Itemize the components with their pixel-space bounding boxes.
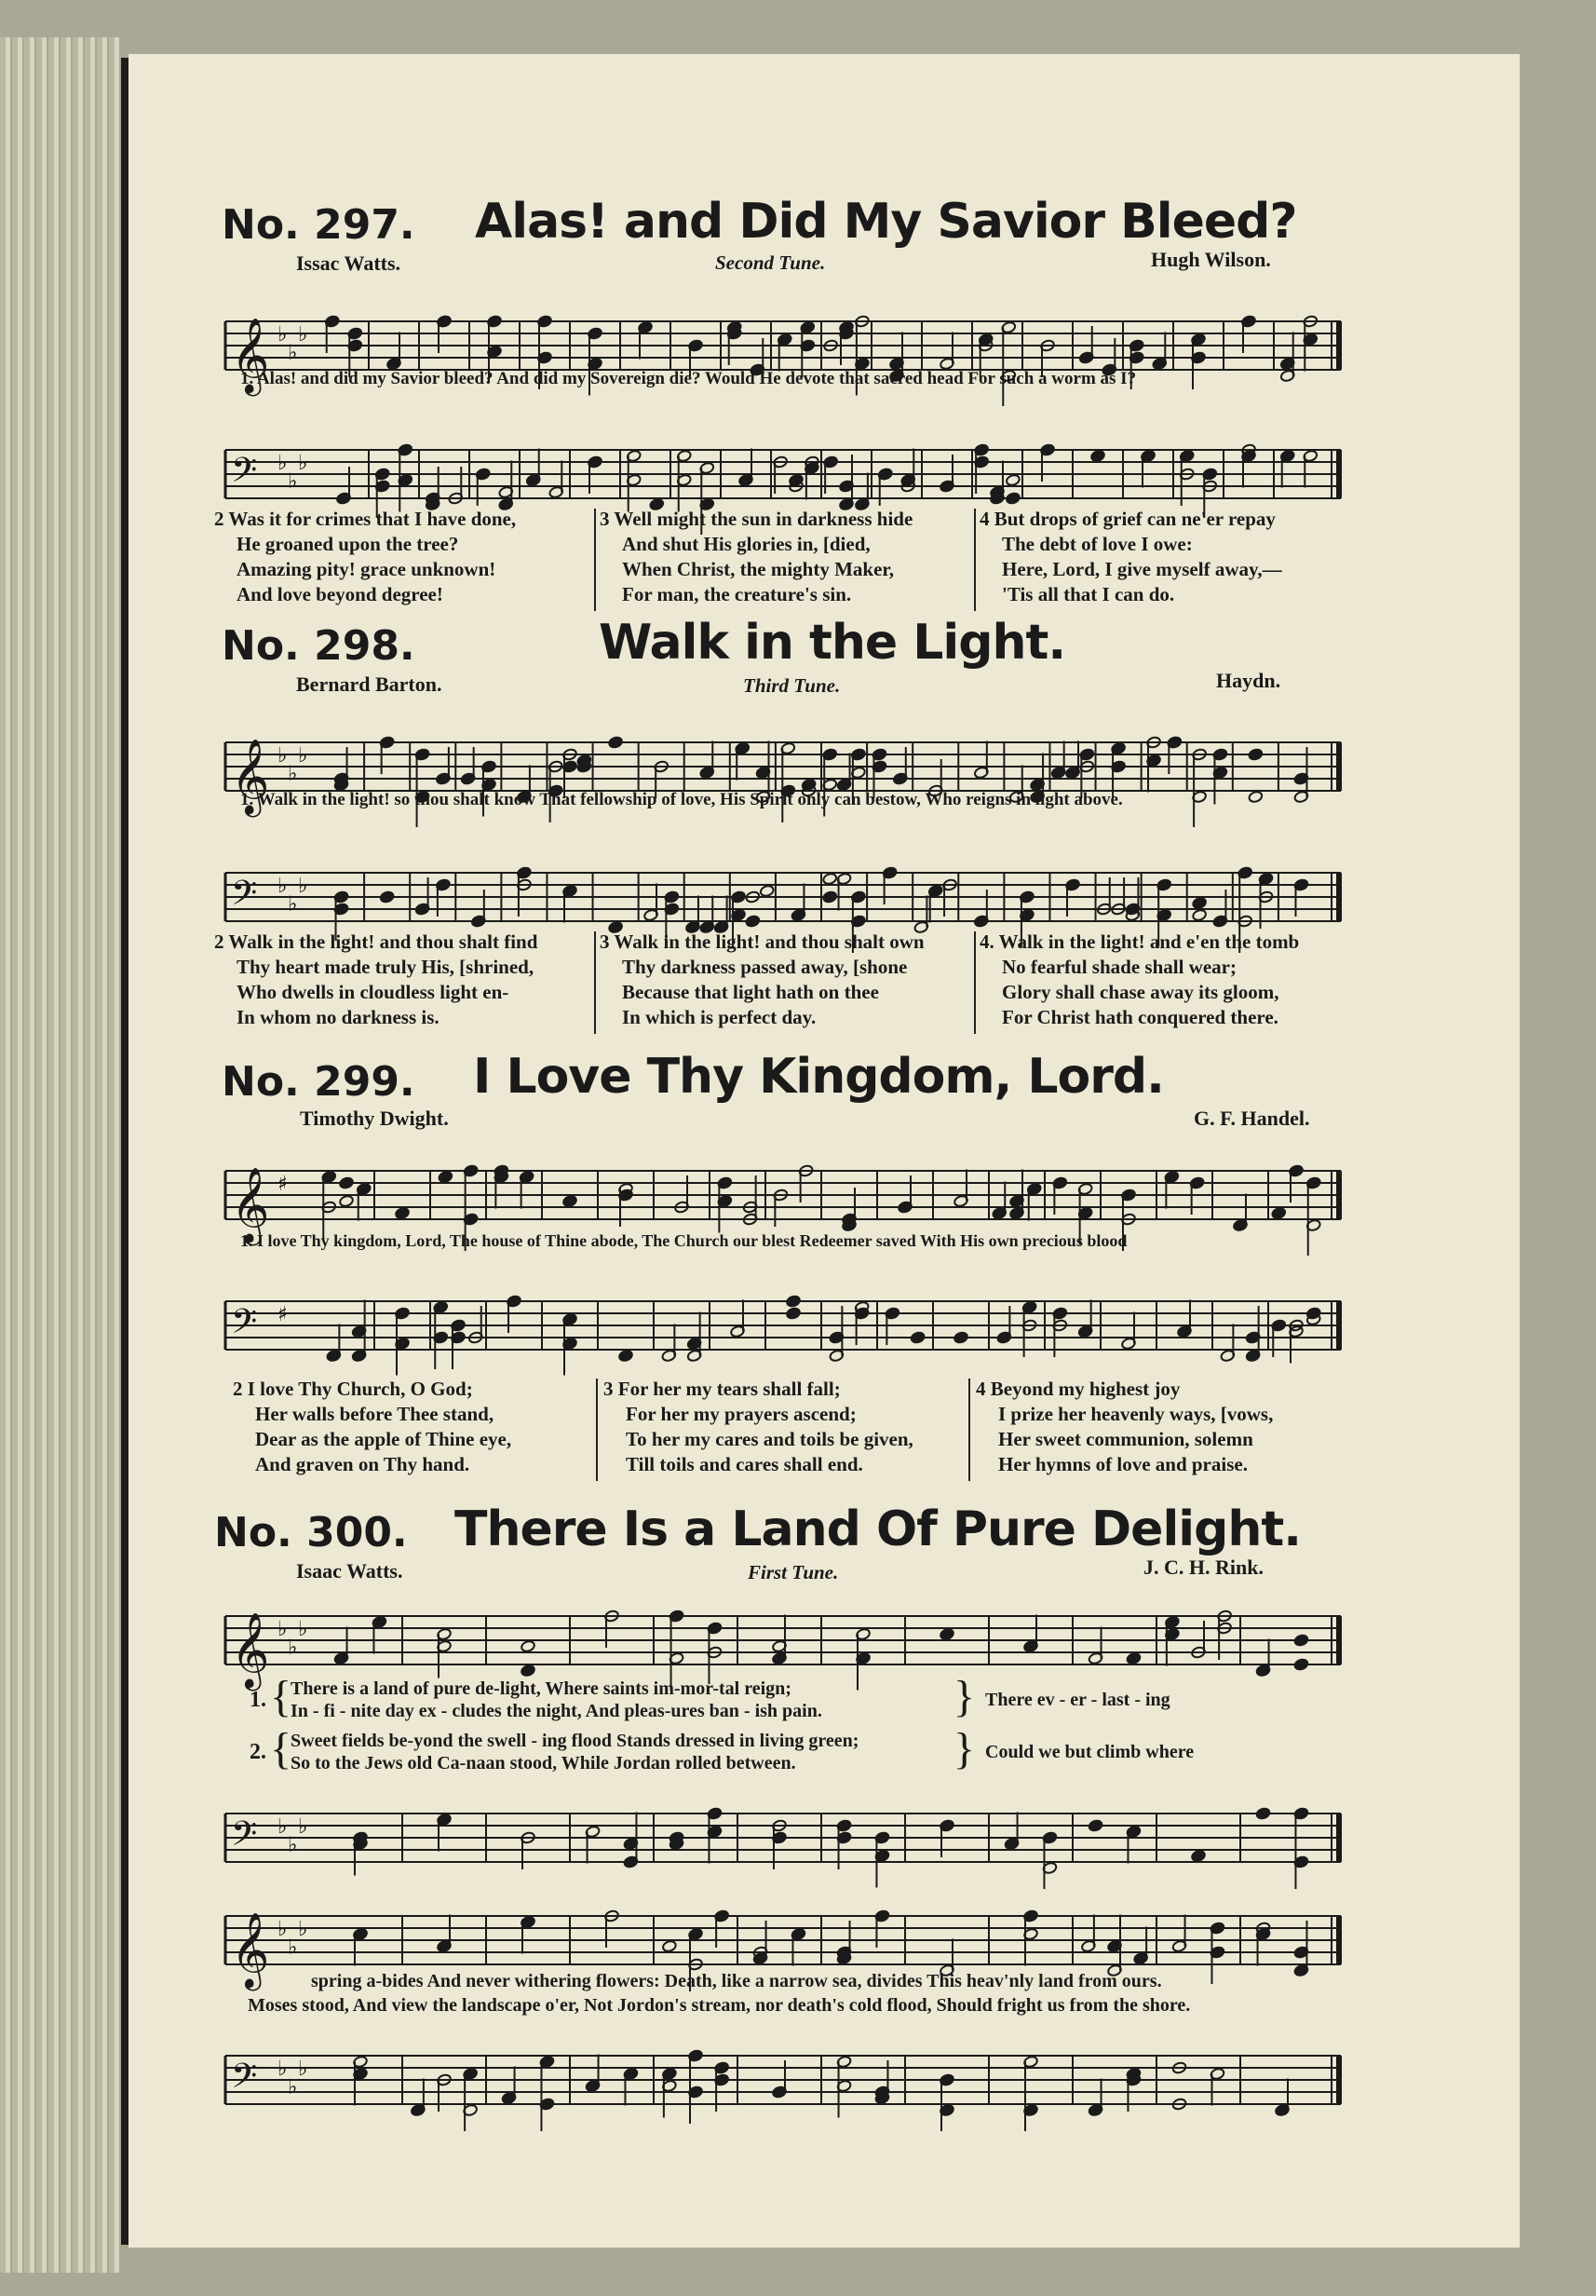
lyric-line: There is a land of pure de-light, Where saints im-mor-tal reign; <box>291 1678 791 1699</box>
svg-text:♭: ♭ <box>298 1815 308 1839</box>
hymn-lyric-line: 1. Alas! and did my Savior bleed? And did my Sovereign die? Would He devote that sacred head For such a worm as I? <box>240 369 1137 388</box>
svg-text:♭: ♭ <box>288 762 298 786</box>
verse-2: 2 Was it for crimes that I have done, He groaned upon the tree? Amazing pity! grace unknown! And love beyond degree! <box>214 508 517 605</box>
hymn-number: No. 299. <box>222 1058 415 1106</box>
svg-text:♭: ♭ <box>288 1636 298 1660</box>
svg-text:♭: ♭ <box>277 2058 288 2081</box>
hymn-author: Bernard Barton. <box>296 672 442 696</box>
page-stack-edge <box>0 37 121 2273</box>
hymn-title: I Love Thy Kingdom, Lord. <box>473 1049 1164 1105</box>
hymn-tune: Second Tune. <box>715 251 826 274</box>
verse-3: 3 Well might the sun in darkness hide And shut His glories in, [died, When Christ, the mighty Maker, For man, the creature's sin. <box>600 508 913 605</box>
hymn-composer: J. C. H. Rink. <box>1143 1556 1264 1579</box>
hymn-tune: First Tune. <box>748 1561 839 1583</box>
svg-text:♭: ♭ <box>288 2075 298 2099</box>
hymn-composer: G. F. Handel. <box>1194 1107 1310 1130</box>
music-staff-bass <box>216 1265 1346 1386</box>
svg-text:𝄢: 𝄢 <box>231 1302 258 1350</box>
music-staff-bass <box>216 1787 1346 1889</box>
svg-text:𝄢: 𝄢 <box>231 451 258 498</box>
svg-text:♭: ♭ <box>298 875 308 898</box>
hymn-verses <box>214 930 1359 1041</box>
hymn-verses <box>233 1377 1369 1488</box>
verse-3: 3 For her my tears shall fall; For her my prayers ascend; To her my cares and toils be given, Till toils and cares shall end. <box>603 1378 913 1475</box>
hymn-number: No. 298. <box>222 622 415 670</box>
lyric-line: There ev - er - last - ing <box>985 1690 1170 1710</box>
hymn-title: Alas! and Did My Savior Bleed? <box>475 194 1297 250</box>
lyric-line: So to the Jews old Ca-naan stood, While Jordan rolled between. <box>291 1753 796 1773</box>
svg-text:♯: ♯ <box>277 1173 288 1196</box>
svg-text:♭: ♭ <box>277 1918 288 1941</box>
hymn-verses <box>214 507 1359 618</box>
svg-text:♭: ♭ <box>298 452 308 475</box>
verse-2: 2 Walk in the light! and thou shalt find Thy heart made truly His, [shrined, Who dwells in cloudless light en- In whom no darkness is. <box>214 931 538 1028</box>
svg-text:𝄢: 𝄢 <box>231 2057 258 2104</box>
svg-text:𝄢: 𝄢 <box>231 874 258 921</box>
svg-text:♭: ♭ <box>277 323 288 346</box>
svg-text:♭: ♭ <box>277 1618 288 1641</box>
verse-4: 4 But drops of grief can ne'er repay The debt of love I owe: Here, Lord, I give myself away,— 'Tis all that I can do. <box>980 508 1282 605</box>
hymn-lyric-line: Moses stood, And view the landscape o'er, Not Jordon's stream, nor death's cold flood, Should fright us from the shore. <box>248 1995 1191 2016</box>
hymn-number: No. 297. <box>222 201 415 249</box>
svg-text:𝄞: 𝄞 <box>231 1166 270 1243</box>
svg-text:♭: ♭ <box>298 1918 308 1941</box>
hymn-title: Walk in the Light. <box>599 615 1066 671</box>
svg-text:♭: ♭ <box>288 341 298 365</box>
book-cover-right <box>1520 0 1596 2296</box>
verse-2: 2 I love Thy Church, O God; Her walls before Thee stand, Dear as the apple of Thine eye, And graven on Thy hand. <box>233 1378 512 1475</box>
book-cover-bottom <box>0 2245 1596 2296</box>
lyric-line: Could we but climb where <box>985 1742 1195 1762</box>
stanza-block: 1. { There is a land of pure de-light, Where saints im-mor-tal reign; In - fi - nite day ex - cludes the night, And pleas-ures ban - ish pain. } There ev - er - last - ing 2. { Sweet fields be-yond the swell - ing flood Stands dressed in living green; So to the Jews old Ca-naan stood, While Jordan rolled between. } Could we but climb where <box>250 1672 1195 1773</box>
svg-text:♯: ♯ <box>277 1303 288 1326</box>
hymn-tune: Third Tune. <box>743 674 841 697</box>
hymn-number: No. 300. <box>214 1509 408 1556</box>
stanza-number: 2. <box>250 1740 266 1764</box>
lyric-line: In - fi - nite day ex - cludes the night, And pleas-ures ban - ish pain. <box>291 1701 822 1721</box>
hymnal-page <box>128 54 1520 2248</box>
svg-text:♭: ♭ <box>277 875 288 898</box>
svg-text:♭: ♭ <box>298 2058 308 2081</box>
svg-text:♭: ♭ <box>277 744 288 768</box>
svg-text:𝄢: 𝄢 <box>231 1814 258 1862</box>
svg-text:𝄞: 𝄞 <box>231 1611 270 1688</box>
lyric-line: Sweet fields be-yond the swell - ing flood Stands dressed in living green; <box>291 1731 859 1751</box>
svg-text:𝄞: 𝄞 <box>231 317 270 393</box>
verse-4: 4 Beyond my highest joy I prize her heavenly ways, [vows, Her sweet communion, solemn Her hymns of love and praise. <box>976 1378 1274 1475</box>
svg-text:𝄞: 𝄞 <box>231 738 270 814</box>
hymn-title: There Is a Land Of Pure Delight. <box>454 1501 1301 1557</box>
svg-text:♭: ♭ <box>277 452 288 475</box>
hymn-composer: Haydn. <box>1216 669 1281 692</box>
svg-text:𝄞: 𝄞 <box>231 1911 270 1988</box>
svg-text:♭: ♭ <box>298 744 308 768</box>
hymn-lyric-line: 1. I love Thy kingdom, Lord, The house of Thine abode, The Church our blest Redeemer saved With His own precious blood <box>240 1231 1128 1250</box>
hymn-lyric-line: spring a-bides And never withering flowers: Death, like a narrow sea, divides This heav'nly land from ours. <box>311 1971 1162 1991</box>
music-staff-bass <box>216 2029 1346 2131</box>
svg-text:♭: ♭ <box>288 1936 298 1960</box>
svg-text:♭: ♭ <box>277 1815 288 1839</box>
svg-text:♭: ♭ <box>298 323 308 346</box>
hymn-lyric-line: 1. Walk in the light! so thou shalt know That fellowship of love, His Spirit only can bestow, Who reigns in light above. <box>240 790 1123 809</box>
hymn-author: Isaac Watts. <box>296 1559 403 1583</box>
verse-3: 3 Walk in the light! and thou shalt own Thy darkness passed away, [shone Because that light hath on thee In which is perfect day. <box>600 931 925 1028</box>
book-cover-top <box>0 0 1596 58</box>
hymn-author: Timothy Dwight. <box>300 1107 449 1130</box>
stanza-number: 1. <box>250 1688 266 1712</box>
svg-text:♭: ♭ <box>298 1618 308 1641</box>
svg-text:♭: ♭ <box>288 892 298 917</box>
svg-text:♭: ♭ <box>288 469 298 494</box>
hymn-composer: Hugh Wilson. <box>1151 248 1271 271</box>
svg-text:♭: ♭ <box>288 1833 298 1857</box>
hymn-author: Issac Watts. <box>296 251 401 275</box>
verse-4: 4. Walk in the light! and e'en the tomb No fearful shade shall wear; Glory shall chase away its gloom, For Christ hath conquered there. <box>980 931 1300 1028</box>
